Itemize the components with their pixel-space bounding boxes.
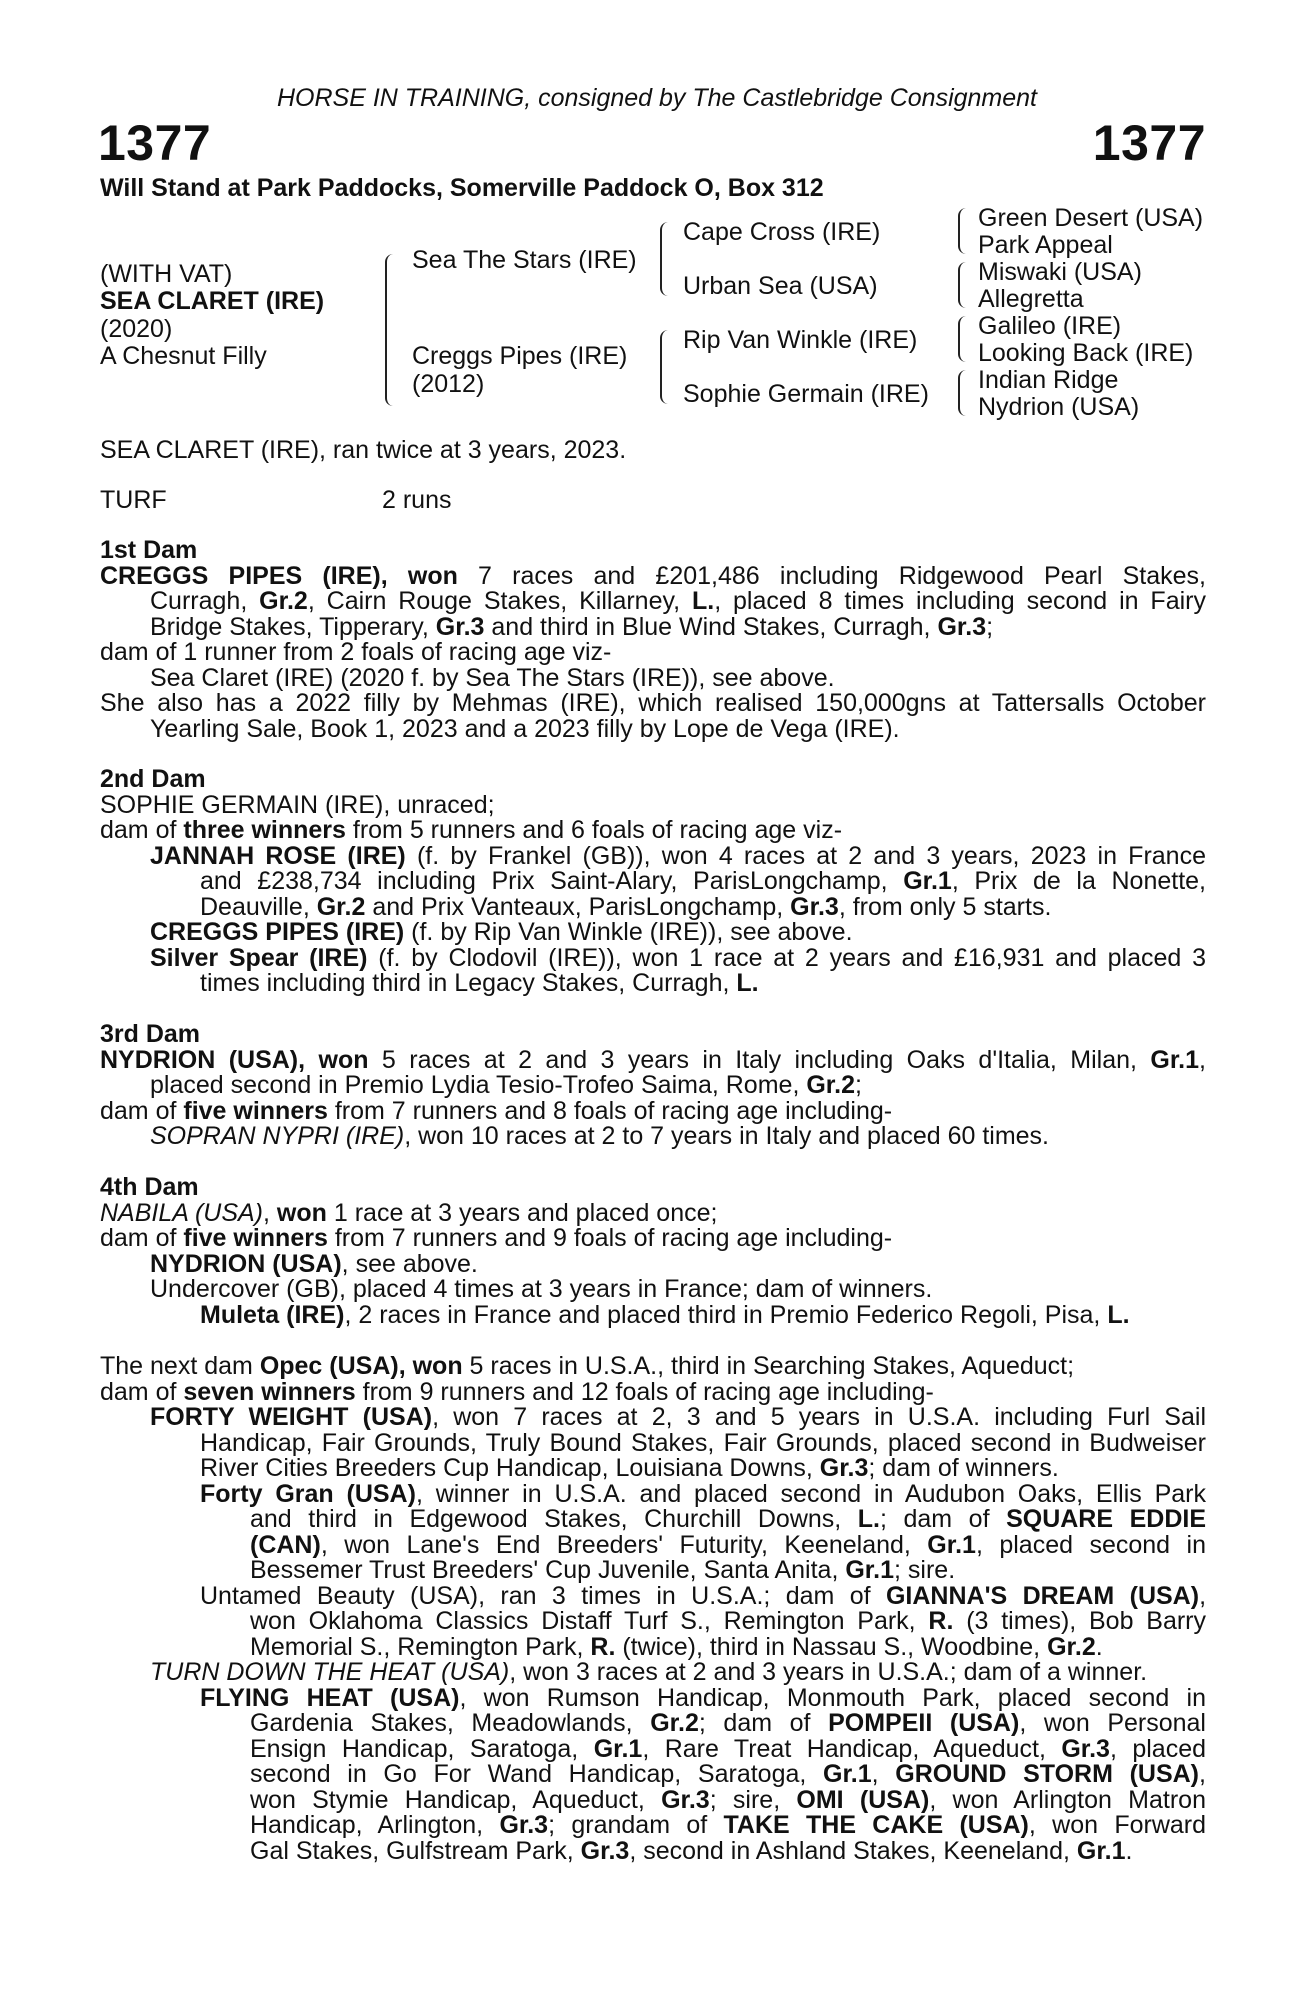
text-line	[100, 869, 1206, 895]
text-line: Undercover (GB), placed 4 times at 3 years in France; dam of winners.	[150, 1275, 933, 1303]
text-run: Memorial S., Remington Park,	[250, 1632, 591, 1661]
text-run: L.	[857, 1505, 880, 1533]
text-line	[100, 612, 1206, 641]
text-run: Gr.3	[435, 612, 485, 641]
text-run: Gr.3	[661, 1785, 710, 1814]
text-run: from 9 runners and 12 foals of racing age including-	[355, 1377, 934, 1406]
text-run: TAKE THE CAKE (USA)	[723, 1811, 1029, 1839]
text-run: seven winners	[183, 1377, 356, 1406]
text-run: .	[1095, 1632, 1103, 1661]
text-run: Gr.3	[790, 892, 839, 921]
text-run: dam of	[100, 1377, 184, 1406]
gen3-ancestor: Looking Back (IRE)	[978, 339, 1194, 367]
text-run: FLYING HEAT (USA)	[200, 1683, 460, 1712]
text-run: R.	[928, 1607, 954, 1635]
brace-gen3-1	[958, 208, 968, 254]
text-line: She also has a 2022 filly by Mehmas (IRE), which realised 150,000gns at Tattersalls October	[100, 689, 1206, 717]
text-line	[100, 943, 1206, 972]
text-run: and third in Edgewood Stakes, Churchill Downs,	[250, 1505, 858, 1533]
text-run: Gr.3	[580, 1836, 630, 1865]
text-run: Gr.1	[845, 1556, 895, 1584]
text-run: 5 races at 2 and 3 years in Italy including Oaks d'Italia, Milan,	[368, 1045, 1151, 1074]
text-run: won Oklahoma Classics Distaff Turf S., Remington Park,	[250, 1607, 929, 1635]
text-run: Gr.1	[1150, 1045, 1200, 1074]
text-run: Gr.2	[316, 892, 366, 921]
text-run: Bridge Stakes, Tipperary,	[150, 612, 436, 641]
text-run: (3 times), Bob Barry	[953, 1607, 1206, 1635]
text-line	[100, 1198, 1206, 1227]
text-run: ;	[855, 1071, 862, 1099]
text-run: Gr.3	[499, 1811, 549, 1839]
third-dam-section	[100, 1022, 1206, 1150]
gen3-ancestor: Miswaki (USA)	[978, 258, 1142, 286]
race-record-summary: SEA CLARET (IRE), ran twice at 3 years, 2023.	[100, 436, 627, 464]
text-line	[100, 892, 1206, 921]
text-run: 1 race at 3 years and placed once;	[326, 1198, 718, 1227]
horse-description: A Chesnut Filly	[100, 342, 267, 370]
text-line	[100, 1609, 1206, 1635]
section-heading: 1st Dam	[100, 536, 198, 564]
text-run: L.	[736, 969, 759, 997]
text-run: Gr.2	[259, 587, 308, 615]
text-run: NYDRION (USA)	[150, 1249, 342, 1278]
text-run: ; dam of winners.	[868, 1454, 1059, 1482]
text-run: ; sire.	[894, 1556, 956, 1584]
text-run: Ensign Handicap, Saratoga,	[250, 1734, 594, 1763]
text-run: OMI (USA)	[796, 1785, 930, 1814]
text-run: , 2 races in France and placed third in Premio Federico Regoli, Pisa,	[344, 1300, 1108, 1329]
text-run: , won Lane's End Breeders' Futurity, Keeneland,	[320, 1530, 928, 1559]
brace-dam	[660, 330, 670, 404]
text-run: ; dam of	[698, 1709, 829, 1737]
text-run: TURN DOWN THE HEAT (USA)	[150, 1658, 510, 1686]
text-run: won Stymie Handicap, Aqueduct,	[250, 1785, 662, 1814]
text-line	[100, 1660, 1206, 1686]
brace-gen1	[385, 254, 397, 406]
text-run: Gr.1	[593, 1734, 643, 1763]
text-run: Bessemer Trust Breeders' Cup Juvenile, Santa Anita,	[250, 1556, 846, 1584]
first-dam-section	[100, 538, 1206, 742]
text-run: ; grandam of	[548, 1811, 724, 1839]
brace-sire	[660, 222, 670, 296]
text-line	[100, 1226, 1206, 1252]
text-run: dam of	[100, 816, 184, 844]
text-run: second in Go For Wand Handicap, Saratoga,	[250, 1760, 824, 1788]
text-run: ,	[1199, 1760, 1206, 1788]
gen3-ancestor: Nydrion (USA)	[978, 393, 1140, 421]
text-run: Curragh,	[150, 587, 260, 615]
text-run: L.	[691, 587, 715, 615]
text-run: Opec (USA), won	[259, 1352, 463, 1380]
text-run: ,	[1199, 1045, 1206, 1074]
text-run: (twice), third in Nassau S., Woodbine,	[615, 1632, 1048, 1661]
dam-sire: Rip Van Winkle (IRE)	[683, 326, 918, 354]
text-line	[100, 1530, 1206, 1559]
text-run: Gr.1	[927, 1530, 976, 1559]
text-run: FORTY WEIGHT (USA)	[150, 1403, 433, 1431]
brace-gen3-3	[958, 316, 968, 362]
gen3-ancestor: Galileo (IRE)	[978, 312, 1122, 340]
text-run: dam of	[100, 1224, 184, 1252]
text-run: (f. by Rip Van Winkle (IRE)), see above.	[404, 918, 853, 946]
text-line: Sea Claret (IRE) (2020 f. by Sea The Stars (IRE)), see above.	[150, 663, 835, 692]
text-run: Gardenia Stakes, Meadowlands,	[250, 1709, 651, 1737]
text-run: ,	[263, 1198, 277, 1227]
text-run: (f. by Frankel (GB)), won 4 races at 2 and 3 years, 2023 in France	[405, 841, 1206, 870]
text-line	[100, 1711, 1206, 1737]
text-line	[100, 1300, 1206, 1329]
text-run: , placed	[1109, 1734, 1207, 1763]
surface-label: TURF	[100, 486, 167, 514]
text-run: Silver Spear (IRE)	[150, 943, 368, 972]
sire-dam: Urban Sea (USA)	[683, 272, 878, 300]
consignment-header: HORSE IN TRAINING, consigned by The Castlebridge Consignment	[276, 84, 1038, 112]
text-line	[100, 841, 1206, 870]
text-line	[100, 1249, 1206, 1278]
second-dam-section	[100, 767, 1206, 997]
gen3-ancestor: Park Appeal	[978, 231, 1113, 259]
text-run: Gr.2	[1047, 1632, 1096, 1661]
text-run: , won 3 races at 2 and 3 years in U.S.A.; dam of a winner.	[509, 1658, 1148, 1686]
text-line	[100, 818, 1206, 844]
text-run: five winners	[183, 1096, 328, 1125]
text-line	[100, 1762, 1206, 1788]
text-run: CREGGS PIPES (IRE)	[150, 918, 405, 946]
text-run: NYDRION (USA), won	[100, 1045, 369, 1074]
text-run: won	[276, 1198, 327, 1227]
text-run: Gr.3	[819, 1454, 869, 1482]
text-run: dam of	[100, 1096, 184, 1125]
text-run: Untamed Beauty (USA), ran 3 times in U.S.A.; dam of	[200, 1581, 886, 1610]
text-run: POMPEII (USA)	[828, 1709, 1020, 1737]
text-run: NABILA (USA)	[100, 1198, 264, 1227]
text-run: , placed second in	[975, 1530, 1206, 1559]
text-line	[100, 1507, 1206, 1533]
text-run: (CAN)	[250, 1530, 321, 1559]
text-run: and third in Blue Wind Stakes, Curragh,	[484, 612, 938, 641]
text-run: ; sire,	[709, 1785, 797, 1814]
text-run: ,	[871, 1760, 896, 1788]
text-run: and £238,734 including Prix Saint-Alary, ParisLongchamp,	[200, 867, 904, 895]
gen3-ancestor: Allegretta	[978, 285, 1084, 313]
dam-dam: Sophie Germain (IRE)	[683, 380, 929, 408]
text-run: , Cairn Rouge Stakes, Killarney,	[307, 587, 692, 615]
text-run: Deauville,	[200, 892, 317, 921]
text-run: River Cities Breeders Cup Handicap, Louisiana Downs,	[200, 1454, 820, 1482]
section-heading: 3rd Dam	[100, 1020, 201, 1048]
text-run: Gr.1	[1076, 1836, 1126, 1865]
text-line: SOPHIE GERMAIN (IRE), unraced;	[100, 790, 495, 819]
text-run: times including third in Legacy Stakes, Curragh,	[200, 969, 737, 997]
text-line	[100, 1813, 1206, 1839]
text-run: 7 races and £201,486 including Ridgewood Pearl Stakes,	[457, 561, 1206, 590]
text-run: and Prix Vanteaux, ParisLongchamp,	[365, 892, 791, 921]
vat-label: (WITH VAT)	[100, 260, 233, 288]
text-run: , won Arlington Matron	[929, 1785, 1206, 1814]
text-run: (f. by Clodovil (IRE)), won 1 race at 2 years and £16,931 and placed 3	[367, 943, 1206, 972]
lot-number-right: 1377	[1092, 115, 1206, 171]
text-line	[100, 1785, 1206, 1814]
text-line	[100, 589, 1206, 615]
sire-sire: Cape Cross (IRE)	[683, 218, 881, 246]
text-line	[100, 1405, 1206, 1431]
lot-number-left: 1377	[98, 115, 212, 171]
brace-gen3-2	[958, 262, 968, 308]
text-run: , won Personal	[1019, 1709, 1206, 1737]
text-line	[100, 1456, 1206, 1482]
text-line	[100, 1045, 1206, 1074]
text-run: , won 10 races at 2 to 7 years in Italy and placed 60 times.	[404, 1122, 1050, 1150]
text-run: .	[1125, 1836, 1133, 1865]
text-line	[100, 1558, 1206, 1584]
text-line	[100, 1683, 1206, 1712]
dam-name: Creggs Pipes (IRE)	[412, 342, 628, 370]
text-run: Muleta (IRE)	[200, 1300, 345, 1329]
text-run: from 5 runners and 6 foals of racing age viz-	[345, 816, 843, 844]
text-line: Handicap, Fair Grounds, Truly Bound Stakes, Fair Grounds, placed second in Budweiser	[200, 1428, 1206, 1457]
text-run: Forty Gran (USA)	[200, 1479, 416, 1508]
text-run: Gal Stakes, Gulfstream Park,	[250, 1836, 581, 1865]
text-line	[100, 1632, 1206, 1661]
runs-count: 2 runs	[382, 486, 452, 514]
text-line	[100, 1734, 1207, 1763]
text-run: L.	[1107, 1300, 1130, 1329]
text-run: from 7 runners and 8 foals of racing age including-	[327, 1096, 893, 1125]
sire-name: Sea The Stars (IRE)	[412, 246, 637, 274]
text-run: SQUARE EDDIE	[1006, 1505, 1206, 1533]
text-run: , from only 5 starts.	[838, 892, 1052, 921]
text-run: , won Rumson Handicap, Monmouth Park, placed second in	[459, 1683, 1206, 1712]
text-line	[100, 1836, 1206, 1865]
section-heading: 2nd Dam	[100, 765, 206, 793]
text-run: , see above.	[341, 1249, 478, 1278]
text-run: Gr.1	[823, 1760, 872, 1788]
text-run: Gr.1	[903, 867, 952, 895]
text-line	[100, 1479, 1206, 1508]
text-line	[100, 971, 1206, 997]
text-run: , won Forward	[1028, 1811, 1207, 1839]
text-run: Handicap, Arlington,	[250, 1811, 500, 1839]
brace-gen3-4	[958, 370, 968, 416]
fourth-dam-section	[100, 1175, 1206, 1328]
text-run: ,	[1199, 1581, 1207, 1610]
text-run: JANNAH ROSE (IRE)	[150, 841, 406, 870]
text-run: , won 7 races at 2, 3 and 5 years in U.S.A. including Furl Sail	[432, 1403, 1206, 1431]
text-run: 5 races in U.S.A., third in Searching Stakes, Aqueduct;	[462, 1352, 1075, 1380]
text-run: from 7 runners and 9 foals of racing age including-	[327, 1224, 893, 1252]
foaling-year: (2020)	[100, 315, 173, 343]
text-run: , second in Ashland Stakes, Keeneland,	[629, 1836, 1077, 1865]
next-dam-section	[100, 1354, 1206, 1864]
text-run: Gr.3	[937, 612, 987, 641]
text-line	[100, 1581, 1207, 1610]
text-line	[100, 1377, 1206, 1406]
text-run: Gr.2	[806, 1071, 855, 1099]
text-run: ; dam of	[880, 1505, 1007, 1533]
text-line	[100, 1096, 1206, 1125]
text-run: CREGGS PIPES (IRE), won	[100, 561, 458, 590]
text-line	[100, 1354, 1206, 1380]
text-line	[100, 1124, 1206, 1150]
dam-year: (2012)	[412, 370, 485, 398]
text-run: placed second in Premio Lydia Tesio-Trofeo Saima, Rome,	[150, 1071, 807, 1099]
gen3-ancestor: Green Desert (USA)	[978, 204, 1204, 232]
text-line	[100, 1073, 1206, 1099]
text-run: Gr.2	[650, 1709, 699, 1737]
text-run: SOPRAN NYPRI (IRE)	[150, 1122, 405, 1150]
text-run: , winner in U.S.A. and placed second in Audubon Oaks, Ellis Park	[415, 1479, 1206, 1508]
text-run: ;	[986, 612, 994, 641]
text-line	[100, 920, 1206, 946]
stand-location: Will Stand at Park Paddocks, Somerville Paddock O, Box 312	[100, 174, 824, 202]
text-run: GROUND STORM (USA)	[895, 1760, 1200, 1788]
text-run: three winners	[183, 816, 346, 844]
text-run: GIANNA'S DREAM (USA)	[885, 1581, 1200, 1610]
text-run: R.	[590, 1632, 616, 1661]
gen3-ancestor: Indian Ridge	[978, 366, 1119, 394]
text-line: dam of 1 runner from 2 foals of racing age viz-	[100, 638, 612, 666]
horse-name: SEA CLARET (IRE)	[100, 287, 325, 315]
text-line	[100, 561, 1206, 590]
text-run: , placed 8 times including second in Fairy	[714, 587, 1206, 615]
text-run: The next dam	[100, 1352, 260, 1380]
text-run: , Rare Treat Handicap, Aqueduct,	[642, 1734, 1062, 1763]
text-line: Yearling Sale, Book 1, 2023 and a 2023 filly by Lope de Vega (IRE).	[150, 714, 900, 743]
text-run: , Prix de la Nonette,	[951, 867, 1206, 895]
section-heading: 4th Dam	[100, 1173, 199, 1201]
text-run: five winners	[183, 1224, 328, 1252]
text-run: Gr.3	[1061, 1734, 1110, 1763]
